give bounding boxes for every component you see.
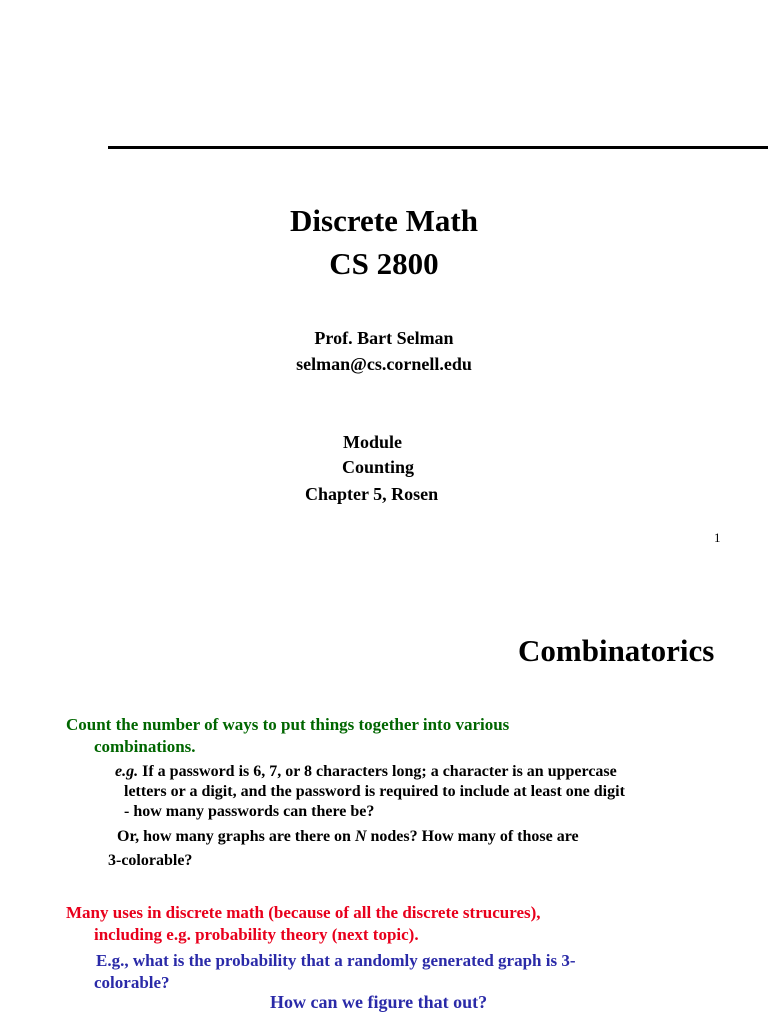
- module-topic: Counting: [342, 457, 415, 477]
- closing-question: How can we figure that out?: [270, 992, 488, 1012]
- example-prefix: e.g.: [115, 763, 139, 780]
- example-line1: [115, 763, 617, 781]
- example-line2: letters or a digit, and the password is required to include at least one digit: [124, 783, 625, 800]
- module-label: Module: [343, 432, 403, 452]
- probability-line1: E.g., what is the probability that a randomly generated graph is 3-: [96, 951, 576, 970]
- author-email: selman@cs.cornell.edu: [296, 354, 472, 374]
- uses-line2: including e.g. probability theory (next topic).: [94, 925, 419, 944]
- section-heading: Combinatorics: [518, 633, 715, 668]
- author-name: Prof. Bart Selman: [314, 328, 454, 348]
- graphs-question: [117, 828, 579, 846]
- graphs-line2: 3-colorable?: [108, 852, 193, 869]
- graphs-part1: Or, how many graphs are there on: [117, 828, 355, 845]
- graphs-variable: N: [354, 828, 367, 845]
- example-line3: - how many passwords can there be?: [124, 803, 375, 820]
- example-text: If a password is 6, 7, or 8 characters long; a character is an uppercase: [138, 763, 617, 780]
- uses-line1: Many uses in discrete math (because of all the discrete strucures),: [66, 903, 541, 922]
- probability-line2: colorable?: [94, 973, 170, 992]
- intro-line2: combinations.: [94, 737, 196, 756]
- graphs-part2: nodes? How many of those are: [366, 828, 579, 845]
- page-number: 1: [714, 530, 721, 545]
- slide-title-line2: CS 2800: [329, 246, 439, 281]
- chapter-reference: Chapter 5, Rosen: [305, 484, 439, 504]
- slide-title-line1: Discrete Math: [290, 203, 478, 238]
- intro-line1: Count the number of ways to put things together into various: [66, 715, 510, 734]
- header-rule: [108, 146, 768, 149]
